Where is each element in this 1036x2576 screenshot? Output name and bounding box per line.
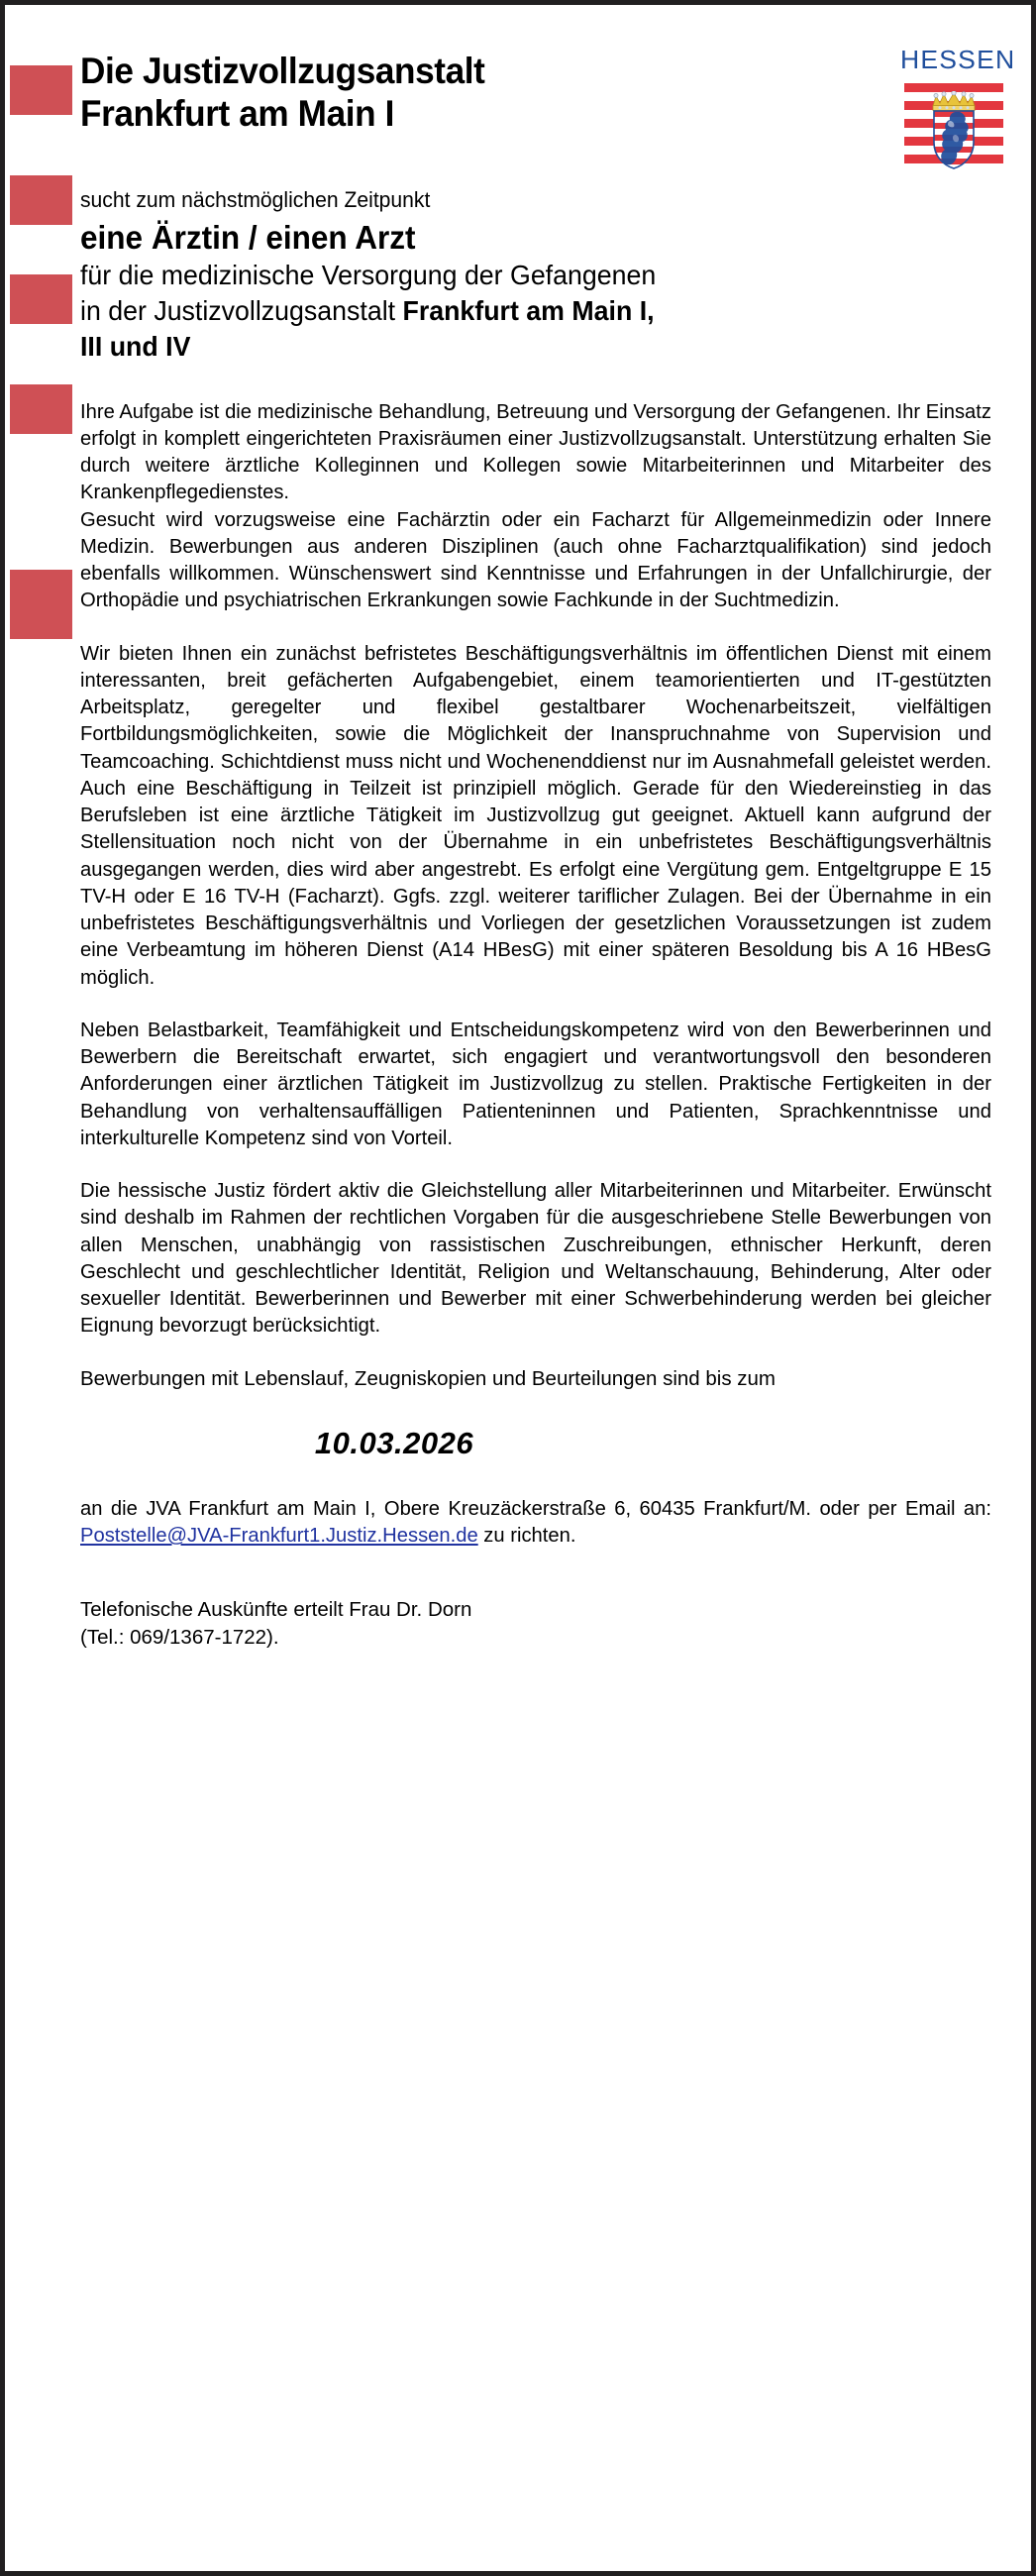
hessen-wordmark: HESSEN <box>899 45 1016 74</box>
hessen-logo <box>899 45 1016 169</box>
organization-title <box>80 51 682 136</box>
paragraph-offer: Wir bieten Ihnen ein zunächst befristetes Beschäftigungsverhältnis im öffentlichen Dienst mit einem interessanten, breit gefächerten Aufgabengebiet, einem teamorientierten und IT-gestützten Arbeitsplatz, geregelter und flexibel gestaltbarer Wochenarbeitszeit, vielfältigen Fortbildungsmöglichkeiten, sowie die Möglichkeit der Inanspruchnahme von Supervision und Teamcoaching. Schichtdienst muss nicht und Wochenenddienst nur im Ausnahmefall geleistet werden. Auch eine Beschäftigung in Teilzeit ist prinzipiell möglich. Gerade für den Wiedereinstieg in das Berufsleben ist eine ärztliche Tätigkeit im Justizvollzug gut geeignet. Aktuell kann aufgrund der Stellensituation noch nicht von der Übernahme in ein unbefristetes Beschäftigungsverhältnis ausgegangen werden, dies wird aber angestrebt. Es erfolgt eine Vergütung gem. Entgeltgruppe E 15 TV-H oder E 16 TV-H (Facharzt). Ggfs. zzgl. weiterer tariflicher Zulagen. Bei der Übernahme in ein unbefristetes Beschäftigungsverhältnis und Vorliegen der gesetzlichen Voraussetzungen ist zudem eine Verbeamtung im höheren Dienst (A14 HBesG) mit einer späteren Besoldung bis A 16 HBesG möglich. <box>80 641 991 989</box>
position-subtitle <box>80 258 964 364</box>
red-accent-rail <box>10 5 72 2571</box>
subtitle-line1: für die medizinische Versorgung der Gefangenen <box>80 260 657 291</box>
email-link[interactable]: Poststelle@JVA-Frankfurt1.Justiz.Hessen.de <box>80 1524 478 1548</box>
subtitle-line2 <box>80 293 964 329</box>
position-title: eine Ärztin / einen Arzt <box>80 218 416 256</box>
paragraph-equal-opportunity: Die hessische Justiz fördert aktiv die Gleichstellung aller Mitarbeiterinnen und Mitarbeiter. Erwünscht sind deshalb im Rahmen der rechtlichen Vorgaben für die ausgeschriebene Stelle Bewerbungen von allen Menschen, unabhängig von rassistischen Zuschreibungen, ethnischer Herkunft, deren Geschlecht und geschlechtlicher Identität, Religion und Weltanschauung, Behinderung, Alter oder sexueller Identität. Bewerberinnen und Bewerber mit einer Schwerbehinderung werden bei gleicher Eignung bevorzugt berücksichtigt. <box>80 1179 991 1338</box>
content-column <box>80 5 1016 2571</box>
accent-bar <box>10 384 72 434</box>
header <box>80 5 1016 152</box>
deadline-date: 10.03.2026 <box>314 1425 474 1460</box>
seeking-line: sucht zum nächstmöglichen Zeitpunkt <box>80 187 431 212</box>
accent-bar <box>10 65 72 115</box>
accent-bar <box>10 570 72 639</box>
subtitle-line2-plain: in der Justizvollzugsanstalt <box>80 294 403 326</box>
accent-bar <box>10 274 72 324</box>
organization-title-line2: Frankfurt am Main I <box>80 92 395 134</box>
subtitle-line3 <box>80 329 964 365</box>
phone-contact <box>80 1596 1005 1651</box>
paragraph-tasks: Ihre Aufgabe ist die medizinische Behandlung, Betreuung und Versorgung der Gefangenen. Ihr Einsatz erfolgt in komplett eingerichteten Praxisräumen einer Justizvollzugsanstalt. Unterstützung erhalten Sie durch weitere ärztliche Kolleginnen und Kollegen sowie Mitarbeiterinnen und Mitarbeiter des Krankenpflegedienstes. <box>80 399 991 504</box>
contact-phone: (Tel.: 069/1367-1722). <box>80 1625 279 1649</box>
lead-block <box>80 152 1005 365</box>
deadline-intro: Bewerbungen mit Lebenslauf, Zeugniskopien und Beurteilungen sind bis zum <box>80 1366 777 1390</box>
coat-of-arms-icon <box>930 91 978 169</box>
organization-title-line1: Die Justizvollzugsanstalt <box>80 51 485 91</box>
body-area <box>80 365 1005 1651</box>
address-prefix: an die JVA Frankfurt am Main I, Obere Kreuzäckerstraße 6, 60435 Frankfurt/M. oder per Email an: <box>80 1496 991 1520</box>
application-address <box>80 1495 991 1550</box>
subtitle-line3-bold: III und IV <box>80 330 191 362</box>
paragraph-expectations: Neben Belastbarkeit, Teamfähigkeit und Entscheidungskompetenz wird von den Bewerberinnen und Bewerbern die Bereitschaft erwartet, sich engagiert und verantwortungsvoll den besonderen Anforderungen einer ärztlichen Tätigkeit im Justizvollzug zu stellen. Praktische Fertigkeiten in der Behandlung von verhaltensauffälligen Patienteninnen und Patienten, Sprachkenntnisse und interkulturelle Kompetenz sind von Vorteil. <box>80 1018 991 1149</box>
subtitle-line2-bold: Frankfurt am Main I, <box>402 294 655 326</box>
accent-bar <box>10 175 72 225</box>
paragraph-qualifications: Gesucht wird vorzugsweise eine Fachärztin oder ein Facharzt für Allgemeinmedizin oder Innere Medizin. Bewerbungen aus anderen Disziplinen (auch ohne Facharztqualifikation) sind jedoch ebenfalls willkommen. Wünschenswert sind Kenntnisse und Erfahrungen in der Unfallchirurgie, der Orthopädie und psychiatrischen Erkrankungen sowie Fachkunde in der Suchtmedizin. <box>80 507 991 612</box>
address-suffix: zu richten. <box>477 1524 576 1548</box>
contact-person: Telefonische Auskünfte erteilt Frau Dr. Dorn <box>80 1598 472 1622</box>
hessen-flag-crest <box>904 81 1003 169</box>
